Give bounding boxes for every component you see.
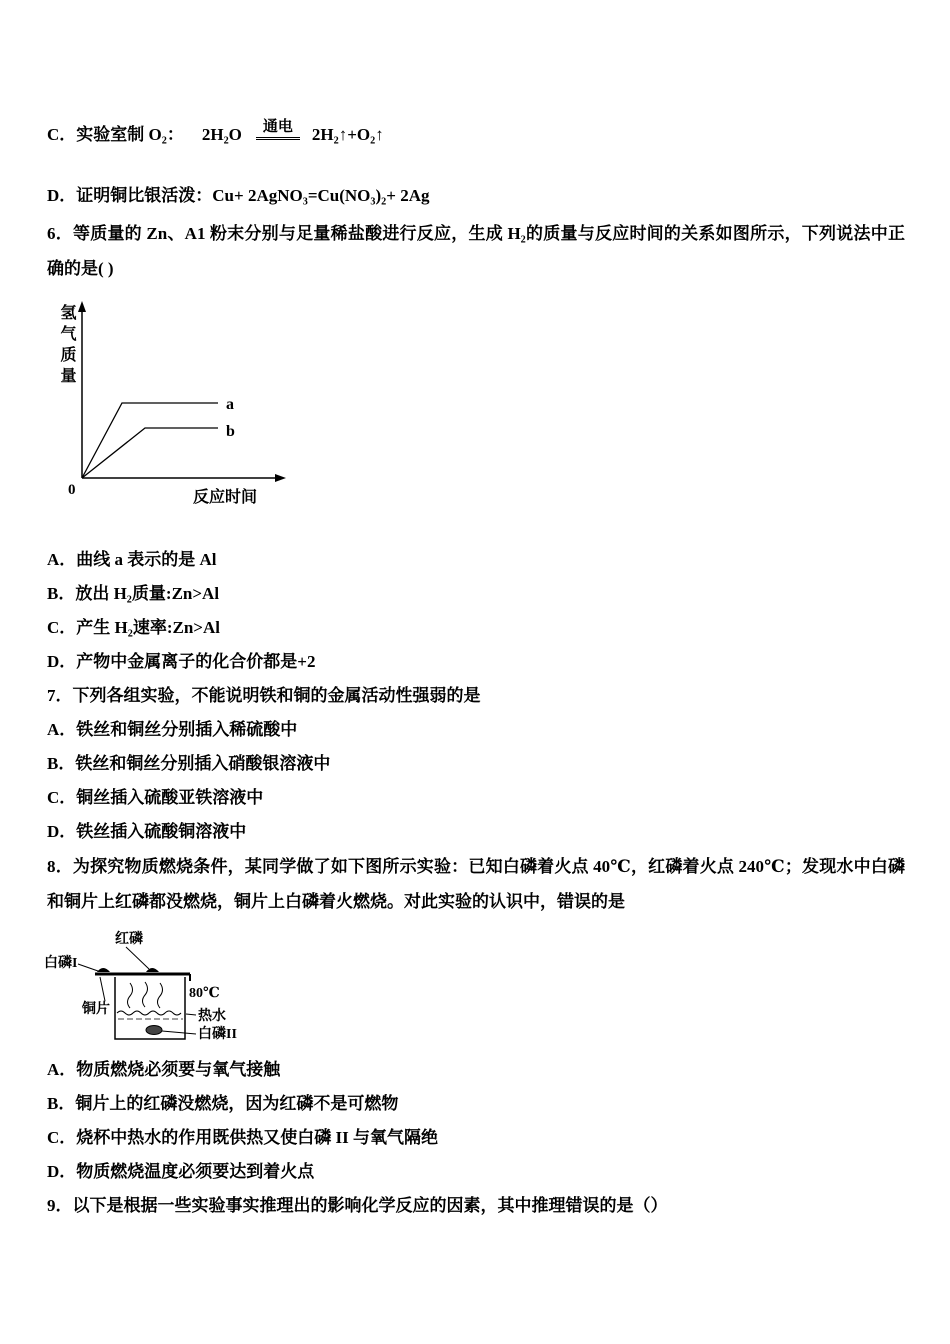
steam-line [158, 983, 163, 1008]
q6-option-c: C．产生 H₂速率:Zn>Al [47, 618, 220, 637]
q8-diagram [42, 927, 322, 1049]
option-c-formula-left: 2H₂O [201, 125, 242, 144]
q6-chart [47, 298, 367, 510]
x-axis-label: 反应时间 [192, 489, 258, 506]
x-axis-arrow-icon [275, 474, 286, 482]
origin-label: 0 [68, 482, 76, 498]
white-phosphorus-2-blob [146, 1026, 162, 1035]
option-c-label: C．实验室制 O₂： [47, 125, 184, 144]
q6-option-b: B．放出 H₂质量:Zn>Al [47, 584, 220, 603]
option-c-formula-right: 2H₂↑+O₂↑ [311, 125, 384, 144]
q8-option-a: A．物质燃烧必须要与氧气接触 [47, 1060, 281, 1079]
q8-option-d: D．物质燃烧温度必须要达到着火点 [47, 1162, 315, 1181]
curve-b-label: b [226, 423, 235, 440]
hot-water-pointer [186, 1014, 196, 1015]
white-phosphorus-2-pointer [162, 1031, 196, 1034]
steam-line [128, 983, 133, 1008]
curve-a-label: a [226, 396, 234, 413]
reaction-condition [256, 119, 300, 140]
question-6-text: 6．等质量的 Zn、A1 粉末分别与足量稀盐酸进行反应，生成 H₂的质量与反应时间的关系如图所示，下列说法中正确的是( ) [47, 224, 905, 278]
h2-mass-time-chart-svg [47, 298, 347, 510]
y-axis-arrow-icon [78, 301, 86, 312]
red-phosphorus-label: 红磷 [115, 932, 143, 947]
q6-option-d: D．产物中金属离子的化合价都是+2 [47, 652, 316, 671]
q7-option-a: A．铁丝和铜丝分别插入稀硫酸中 [47, 720, 298, 739]
white-phosphorus-1-label: 白磷I [44, 956, 78, 971]
reaction-condition-text: 通电 [262, 119, 293, 135]
q6-option-a: A．曲线 a 表示的是 Al [47, 550, 217, 569]
red-phosphorus-pointer [126, 947, 149, 969]
question-8-text: 8．为探究物质燃烧条件，某同学做了如下图所示实验：已知白磷着火点 40℃，红磷着火点 240℃；发现水中白磷和铜片上红磷都没燃烧，铜片上白磷着火燃烧。对此实验的认识中，错误的是 [47, 857, 905, 911]
temperature-label: 80℃ [189, 986, 220, 1001]
q7-option-d: D．铁丝插入硫酸铜溶液中 [47, 822, 247, 841]
option-c-line [47, 118, 905, 152]
hot-water-label: 热水 [198, 1009, 226, 1024]
combustion-experiment-svg [42, 927, 322, 1049]
curve-a [82, 403, 218, 478]
copper-sheet-pointer [100, 977, 105, 1001]
q8-option-b: B．铜片上的红磷没燃烧，因为红磷不是可燃物 [47, 1094, 399, 1113]
question-7-text: 7．下列各组实验，不能说明铁和铜的金属活动性强弱的是 [47, 686, 481, 705]
curve-b [82, 428, 218, 478]
chart-y-axis-label: 氢气质量 [58, 304, 75, 388]
option-d-line: D．证明铜比银活泼：Cu+ 2AgNO₃=Cu(NO₃)₂+ 2Ag [47, 186, 430, 205]
white-phosphorus-2-label: 白磷II [198, 1027, 237, 1042]
steam-line [143, 982, 148, 1007]
water-surface [117, 1011, 181, 1015]
q7-option-b: B．铁丝和铜丝分别插入硝酸银溶液中 [47, 754, 331, 773]
q7-option-c: C．铜丝插入硫酸亚铁溶液中 [47, 788, 264, 807]
copper-sheet-label: 铜片 [82, 1002, 110, 1017]
white-phosphorus-1-pile [97, 968, 110, 972]
q8-option-c: C．烧杯中热水的作用既供热又使白磷 II 与氧气隔绝 [47, 1128, 439, 1147]
question-9-text: 9．以下是根据一些实验事实推理出的影响化学反应的因素，其中推理错误的是（） [47, 1196, 668, 1215]
white-phosphorus-1-pointer [78, 964, 98, 971]
